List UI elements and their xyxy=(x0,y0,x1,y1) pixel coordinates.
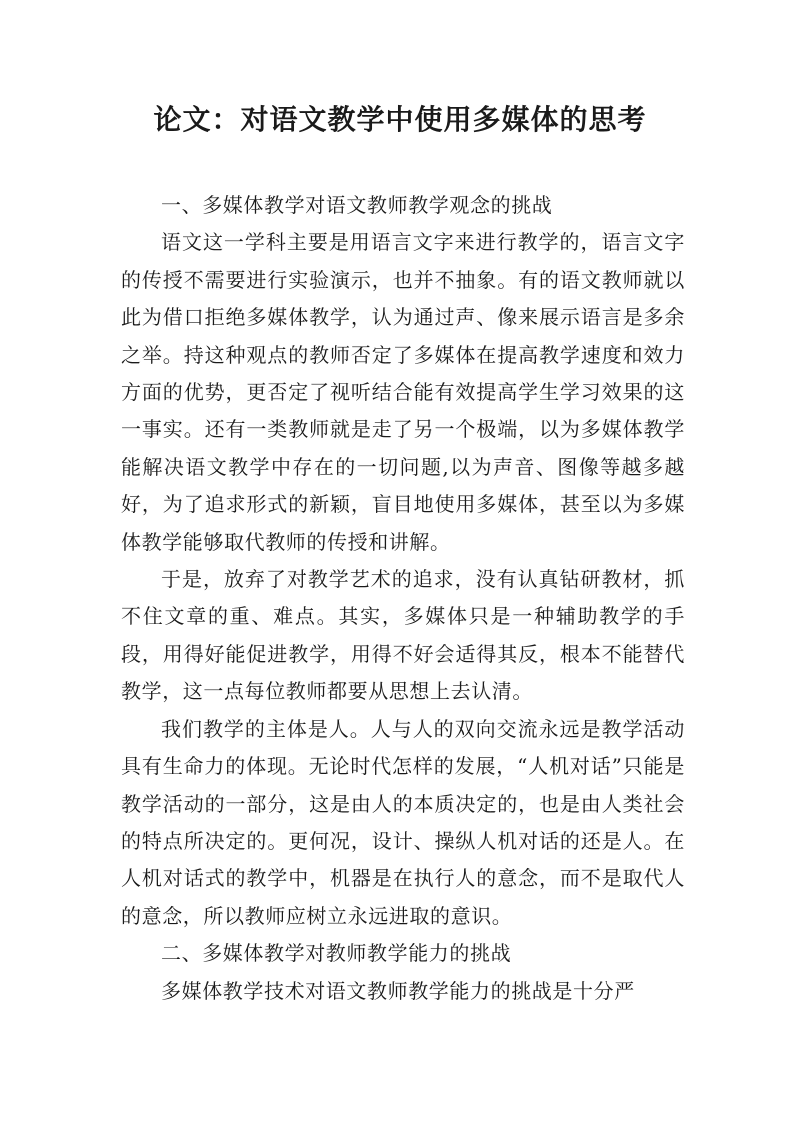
document-title: 论文：对语文教学中使用多媒体的思考 xyxy=(153,103,647,136)
paragraph-4: 多媒体教学技术对语文教师教学能力的挑战是十分严 xyxy=(161,978,635,1003)
document-body xyxy=(121,187,685,1010)
paragraph-2: 于是，放弃了对教学艺术的追求，没有认真钻研教材，抓不住文章的重、难点。其实，多媒体只是一种辅助教学的手段，用得好能促进教学，用得不好会适得其反，根本不能替代教学，这一点每位教师都要从思想上去认清。 xyxy=(121,567,685,704)
paragraph-1: 语文这一学科主要是用语言文字来进行教学的，语言文字的传授不需要进行实验演示，也并不抽象。有的语文教师就以此为借口拒绝多媒体教学，认为通过声、像来展示语言是多余之举。持这种观点的教师否定了多媒体在提高教学速度和效力方面的优势，更否定了视听结合能有效提高学生学习效果的这一事实。还有一类教师就是走了另一个极端，以为多媒体教学能解决语文教学中存在的一切问题,以为声音、图像等越多越好，为了追求形式的新颖，盲目地使用多媒体，甚至以为多媒体教学能够取代教师的传授和讲解。 xyxy=(121,230,685,554)
section-heading-2: 二、多媒体教学对教师教学能力的挑战 xyxy=(161,941,512,966)
section-heading-1: 一、多媒体教学对语文教师教学观念的挑战 xyxy=(161,193,553,217)
paragraph-3: 我们教学的主体是人。人与人的双向交流永远是教学活动具有生命力的体现。无论时代怎样的发展，“人机对话”只能是教学活动的一部分，这是由人的本质决定的，也是由人类社会的特点所决定的。更何况，设计、操纵人机对话的还是人。在人机对话式的教学中，机器是在执行人的意念，而不是取代人的意念，所以教师应树立永远进取的意识。 xyxy=(121,716,685,928)
